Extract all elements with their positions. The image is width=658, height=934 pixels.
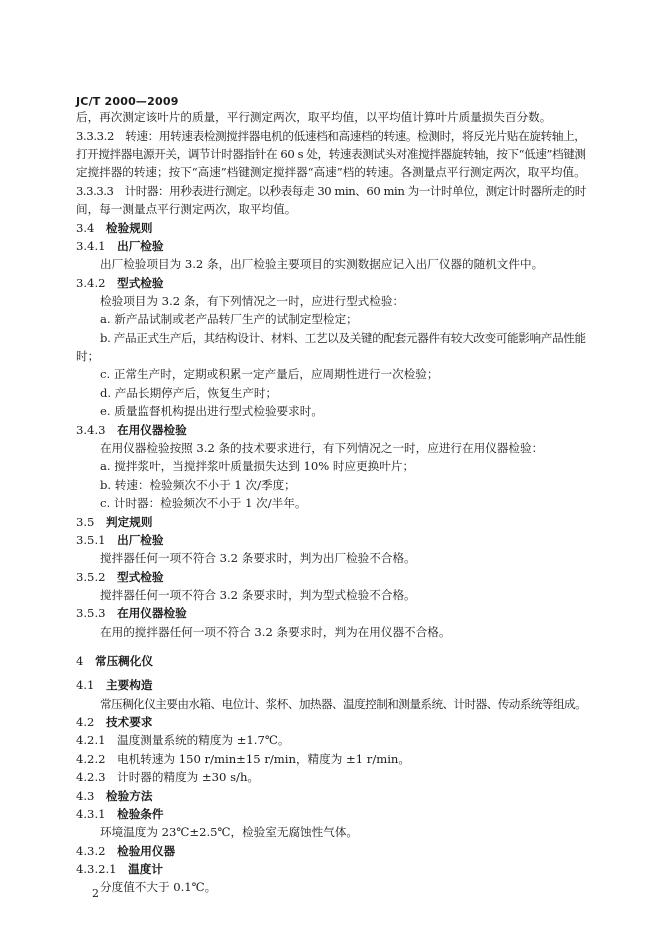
section-number: 3.4.3	[76, 423, 106, 437]
line-text: a. 搅拌浆叶，当搅拌浆叶质量损失达到 10% 时应更换叶片；	[100, 459, 415, 473]
line-text: 主要构造	[106, 678, 153, 692]
text-line	[100, 331, 586, 345]
section-heading	[76, 515, 152, 529]
section-number: 4	[76, 654, 84, 668]
section-heading	[76, 221, 152, 235]
text-line	[100, 404, 323, 418]
line-text: 分度值不大于 0.1℃。	[100, 880, 217, 894]
text-line	[100, 478, 296, 492]
line-text: 温度计	[128, 862, 163, 876]
line-text: 常压稠化仪主要由水箱、电位计、浆杯、加热器、温度控制和测量系统、计时器、传动系统等组成。	[100, 697, 587, 711]
line-text: 环境温度为 23℃±2.5℃，检验室无腐蚀性气体。	[100, 825, 359, 839]
line-text: b. 产品正式生产后，其结构设计、材料、工艺以及关键的配套元器件有较大改变可能影响产品性能	[100, 331, 586, 345]
text-line	[100, 294, 404, 308]
text-line	[100, 825, 358, 839]
text-line	[100, 551, 416, 565]
line-text: e. 质量监督机构提出进行型式检验要求时。	[100, 404, 323, 418]
section-heading	[76, 239, 163, 253]
text-line	[100, 386, 277, 400]
line-text: 计时器的精度为 ±30 s/h。	[117, 770, 260, 784]
line-text: 定搅拌器的转速；按下“高速”档键测定搅拌器“高速”档的转速。各测量点平行测定两次，取平均值。	[76, 165, 586, 179]
line-text: 在用的搅拌器任何一项不符合 3.2 条要求时，判为在用仪器不合格。	[100, 625, 451, 639]
section-heading	[76, 862, 163, 876]
text-line	[76, 110, 551, 124]
line-text: 出厂检验项目为 3.2 条，出厂检验主要项目的实测数据应记入出厂仪器的随机文件中。	[100, 257, 544, 271]
text-line	[100, 588, 416, 602]
text-line	[76, 733, 289, 747]
section-number: 4.3.1	[76, 807, 106, 821]
line-text: 温度测量系统的精度为 ±1.7℃。	[117, 733, 290, 747]
text-line	[76, 147, 586, 161]
line-text: 计时器：用秒表进行测定。以秒表每走 30 min、60 min 为一计时单位，测定计时器所走的时	[124, 184, 586, 198]
section-number: 3.5.3	[76, 606, 106, 620]
line-text: 检验条件	[117, 807, 164, 821]
text-line	[100, 441, 543, 455]
section-number: 3.5	[76, 515, 95, 529]
text-line	[100, 880, 216, 894]
text-line	[100, 367, 439, 381]
line-text: 型式检验	[117, 570, 164, 584]
line-text: 转速：用转速表检测搅拌器电机的低速档和高速档的转速。检测时，将反光片贴在旋转轴上，	[125, 129, 586, 143]
line-text: 搅拌器任何一项不符合 3.2 条要求时，判为出厂检验不合格。	[100, 551, 416, 565]
section-heading	[76, 276, 163, 290]
text-line	[76, 770, 259, 784]
line-text: 检验规则	[106, 221, 153, 235]
line-text: 检验用仪器	[117, 844, 176, 858]
line-text: c. 计时器：检验频次不小于 1 次/半年。	[100, 496, 307, 510]
line-text: 型式检验	[117, 276, 164, 290]
line-text: 在用仪器检验	[117, 423, 187, 437]
line-text: 后，再次测定该叶片的质量，平行测定两次，取平均值，以平均值计算叶片质量损失百分数。	[76, 110, 552, 124]
section-number: 3.5.2	[76, 570, 106, 584]
section-number: 3.3.3.2	[76, 129, 114, 143]
line-text: 电机转速为 150 r/min±15 r/min，精度为 ±1 r/min。	[117, 752, 410, 766]
section-number: 3.4	[76, 221, 95, 235]
section-heading	[76, 715, 152, 729]
section-heading	[76, 423, 187, 437]
line-text: 在用仪器检验	[117, 606, 187, 620]
text-line	[76, 129, 586, 143]
line-text: b. 转速：检验频次不小于 1 次/季度；	[100, 478, 296, 492]
section-number: 4.2	[76, 715, 95, 729]
text-line	[76, 349, 99, 363]
line-text: 出厂检验	[117, 239, 164, 253]
line-text: 出厂检验	[117, 533, 164, 547]
text-line	[100, 312, 358, 326]
text-line	[100, 496, 306, 510]
line-text: 打开搅拌器电源开关，调节计时器指针在 60 s 处，转速表测试头对准搅拌器旋转轴，按下“低速”档键测	[76, 147, 586, 161]
line-text: 技术要求	[106, 715, 153, 729]
section-number: 4.3	[76, 789, 95, 803]
text-line	[76, 202, 296, 216]
text-line	[76, 752, 410, 766]
section-number: 4.1	[76, 678, 95, 692]
text-line	[100, 257, 543, 271]
section-heading	[76, 570, 163, 584]
line-text: 间，每一测量点平行测定两次，取平均值。	[76, 202, 297, 216]
section-number: 4.3.2	[76, 844, 106, 858]
section-heading	[76, 789, 152, 803]
text-line	[76, 165, 586, 179]
line-text: 时；	[76, 349, 100, 363]
section-number: 4.2.3	[76, 770, 106, 784]
line-text: a. 新产品试制或老产品转厂生产的试制定型检定；	[100, 312, 358, 326]
section-number: 3.3.3.3	[76, 184, 114, 198]
line-text: c. 正常生产时，定期或积累一定产量后，应周期性进行一次检验；	[100, 367, 439, 381]
section-number: 3.4.1	[76, 239, 106, 253]
section-heading	[76, 844, 175, 858]
line-text: d. 产品长期停产后，恢复生产时；	[100, 386, 278, 400]
section-heading	[76, 678, 152, 692]
standard-code: JC/T 2000—2009	[76, 95, 179, 108]
text-line	[76, 184, 586, 198]
section-number: 3.4.2	[76, 276, 106, 290]
section-number: 4.3.2.1	[76, 862, 117, 876]
section-heading	[76, 807, 163, 821]
line-text: 判定规则	[106, 515, 153, 529]
section-heading	[76, 654, 153, 668]
section-heading	[76, 533, 163, 547]
line-text: 检验项目为 3.2 条，有下列情况之一时，应进行型式检验：	[100, 294, 405, 308]
line-text: 检验方法	[106, 789, 153, 803]
section-number: 4.2.2	[76, 752, 106, 766]
text-line	[100, 459, 414, 473]
text-line	[100, 625, 450, 639]
line-text: 搅拌器任何一项不符合 3.2 条要求时，判为型式检验不合格。	[100, 588, 416, 602]
section-number: 4.2.1	[76, 733, 106, 747]
section-heading	[76, 606, 187, 620]
page-number: 2	[92, 887, 99, 900]
line-text: 在用仪器检验按照 3.2 条的技术要求进行，有下列情况之一时，应进行在用仪器检验：	[100, 441, 544, 455]
section-number: 3.5.1	[76, 533, 106, 547]
line-text: 常压稠化仪	[94, 654, 153, 668]
text-line	[100, 697, 586, 711]
